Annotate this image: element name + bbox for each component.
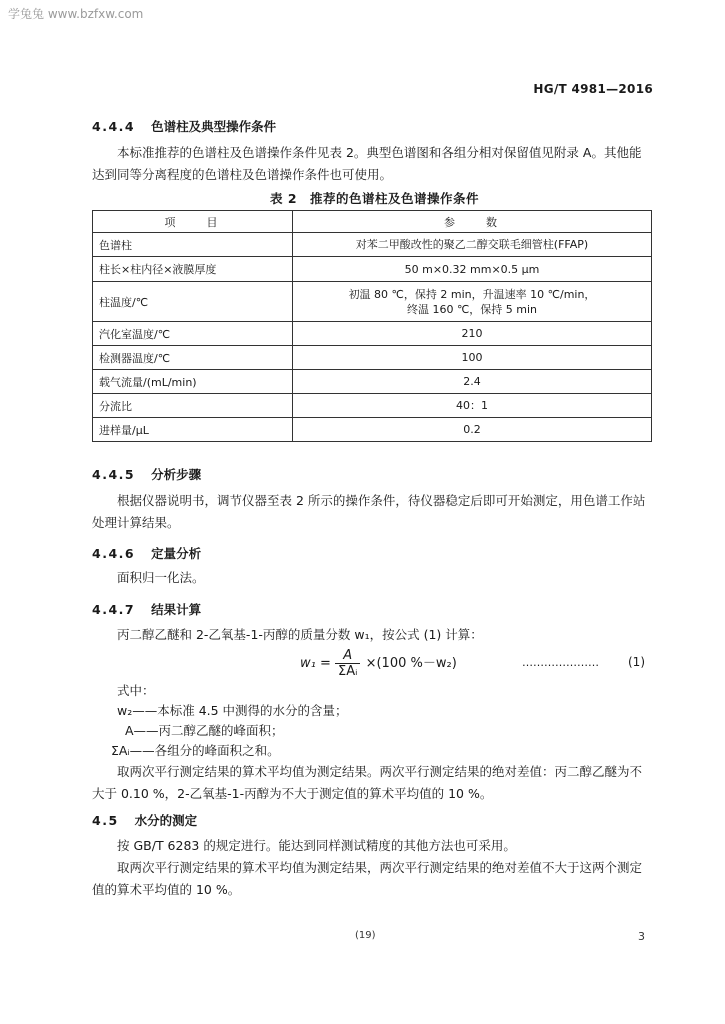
page-number: 3 [638,930,645,943]
table-cell-value: 100 [293,346,652,370]
table-cell-value: 210 [293,322,652,346]
table-cell-value: 50 m×0.32 mm×0.5 μm [293,257,652,282]
paragraph-line: 面积归一化法。 [117,570,205,585]
definition-line: ΣAᵢ——各组分的峰面积之和。 [111,743,280,758]
section-number: 4.4.5 [92,467,136,482]
table-cell-value-line: 终温 160 ℃，保持 5 min [406,302,538,316]
formula-lhs: w₁ = [300,656,331,671]
table-cell-value: 0.2 [293,418,652,442]
table-cell-value: 40：1 [293,394,652,418]
section-title: 分析步骤 [151,467,202,482]
table-row [93,233,652,257]
formula-fraction [335,648,360,679]
definition-line: w₂——本标准 4.5 中测得的水分的含量； [117,703,348,718]
table-row [93,418,652,442]
section-heading-4-5 [92,811,197,829]
table-header-row [93,211,652,233]
table-row [93,394,652,418]
table-header-item: 项 目 [93,211,293,233]
paragraph-line: 丙二醇乙醚和 2-乙氧基-1-丙醇的质量分数 w₁，按公式 (1) 计算： [117,627,483,642]
paragraph-line: 本标准推荐的色谱柱及色谱操作条件见表 2。典型色谱图和各组分相对保留值见附录 A。其他能 [117,145,642,160]
paragraph-line: 按 GB/T 6283 的规定进行。能达到同样测试精度的其他方法也可采用。 [117,838,516,853]
table-cell-value: 对苯二甲酸改性的聚乙二醇交联毛细管柱(FFAP) [293,233,652,257]
definition-line: A——丙二醇乙醚的峰面积； [125,723,284,738]
table-cell-item: 汽化室温度/℃ [93,322,293,346]
section-title: 定量分析 [151,546,202,561]
formula-number: (1) [628,655,645,669]
formula [300,648,457,679]
section-number: 4.4.6 [92,546,136,561]
formula-denominator: ΣAᵢ [338,664,358,679]
paragraph-line: 达到同等分离程度的色谱柱及色谱操作条件也可使用。 [92,167,393,182]
table-cell-item: 检测器温度/℃ [93,346,293,370]
paragraph-line: 取两次平行测定结果的算术平均值为测定结果。两次平行测定结果的绝对差值：丙二醇乙醚为不 [117,764,643,779]
watermark: 学兔兔 www.bzfxw.com [8,7,144,21]
table-cell-item: 载气流量/(mL/min) [93,370,293,394]
section-heading-4-4-5 [92,465,201,483]
paragraph-line: 取两次平行测定结果的算术平均值为测定结果，两次平行测定结果的绝对差值不大于这两个测定 [117,860,643,875]
section-number: 4.5 [92,813,119,828]
formula-numerator: A [335,648,360,664]
paragraph-line: 值的算术平均值的 10 %。 [92,882,241,897]
table-cell-item: 柱温度/℃ [93,282,293,322]
section-number: 4.4.4 [92,119,136,134]
table-cell-value [293,282,652,322]
section-heading-4-4-7 [92,600,201,618]
section-heading-4-4-6 [92,544,201,562]
section-title: 水分的测定 [134,813,198,828]
formula-leader-dots: ………………… [522,656,599,669]
paragraph-line: 大于 0.10 %，2-乙氧基-1-丙醇为不大于测定值的算术平均值的 10 %。 [92,786,493,801]
table-cell-item: 分流比 [93,394,293,418]
table-header-value: 参 数 [293,211,652,233]
section-title: 结果计算 [151,602,202,617]
table-caption: 表 2 推荐的色谱柱及色谱操作条件 [270,191,480,206]
formula-rest: ×(100 %－w₂) [365,656,457,671]
table-row [93,282,652,322]
section-title: 色谱柱及典型操作条件 [151,119,277,134]
table-cell-value: 2.4 [293,370,652,394]
table-cell-item: 进样量/μL [93,418,293,442]
section-number: 4.4.7 [92,602,136,617]
table-cell-value-line: 初温 80 ℃，保持 2 min，升温速率 10 ℃/min， [348,287,596,301]
table-row [93,322,652,346]
table-row [93,370,652,394]
footer-center-number: (19) [355,930,376,941]
table-cell-item: 柱长×柱内径×液膜厚度 [93,257,293,282]
paragraph-line: 根据仪器说明书，调节仪器至表 2 所示的操作条件，待仪器稳定后即可开始测定，用色谱工作站 [117,493,646,508]
paragraph-line: 处理计算结果。 [92,515,180,530]
parameters-table [92,210,652,442]
table-row [93,257,652,282]
table-cell-item: 色谱柱 [93,233,293,257]
table-row [93,346,652,370]
standard-number: HG/T 4981—2016 [533,82,653,96]
section-heading-4-4-4 [92,117,276,135]
where-label: 式中： [117,683,155,698]
